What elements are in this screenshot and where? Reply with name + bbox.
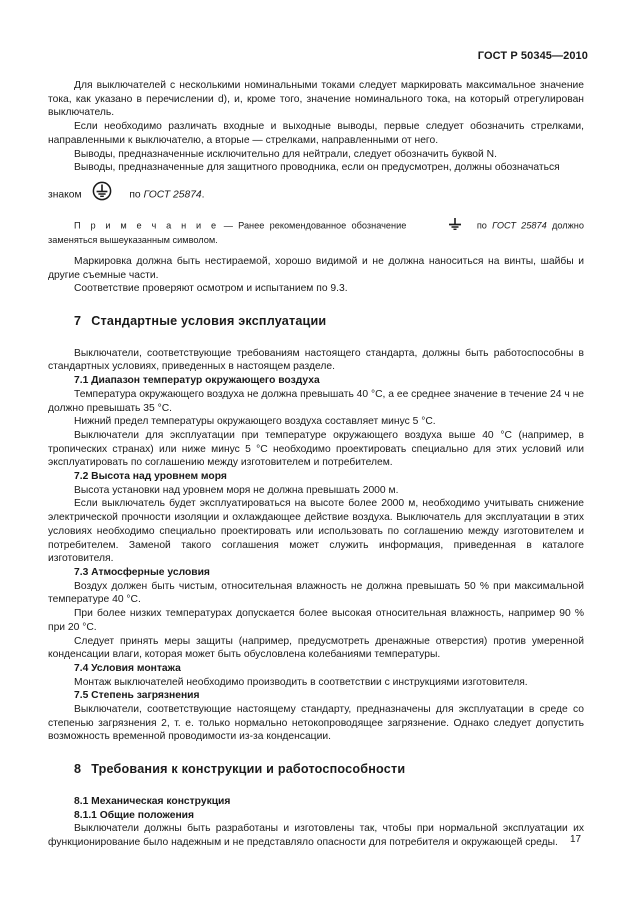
paragraph: Соответствие проверяют осмотром и испытанием по 9.3.: [74, 283, 348, 295]
section-heading: [74, 315, 584, 329]
paragraph-with-symbol: знаком по ГОСТ 25874.: [48, 181, 584, 209]
paragraph: Следует принять меры защиты (например, предусмотреть дренажные отверстия) против умеренной конденсации влаги, которая может быть обусловлена колебаниями температуры.: [48, 635, 584, 661]
subsection-title: 8.1.1 Общие положения: [74, 809, 194, 821]
note-text: — Ранее рекомендованное обозначение: [223, 220, 407, 231]
paragraph: Высота установки над уровнем моря не должна превышать 2000 м.: [74, 484, 399, 496]
section-title: Стандартные условия эксплуатации: [91, 314, 327, 329]
section-number: 7: [74, 314, 82, 329]
note-po: по: [476, 220, 487, 231]
protective-earth-icon: [92, 181, 112, 209]
subsection-title: 7.3 Атмосферные условия: [74, 566, 210, 578]
earth-ground-icon: [422, 218, 462, 234]
paragraph: Воздух должен быть чистым, относительная влажность не должна превышать 50 % при максимальной температуре 40 °С.: [48, 580, 584, 606]
subsection-title: 7.1 Диапазон температур окружающего воздуха: [74, 375, 320, 387]
subsection-title: 7.4 Условия монтажа: [74, 662, 181, 674]
paragraph: Выводы, предназначенные исключительно для нейтрали, следует обозначить буквой N.: [74, 148, 497, 160]
subsection-title: 7.5 Степень загрязнения: [74, 690, 200, 702]
section-heading: [74, 763, 584, 777]
paragraph: Нижний предел температуры окружающего воздуха составляет минус 5 °С.: [74, 416, 436, 428]
document-body: [48, 79, 584, 850]
paragraph: Монтаж выключателей необходимо производить в соответствии с инструкциями изготовителя.: [74, 676, 528, 688]
paragraph: Выключатели для эксплуатации при температуре окружающего воздуха выше 40 °С (например, в тропических странах) или ниже минус 5 °С необходимо проектировать специально для этих условий или эксплуатировать по соглашению между изготовителем и потребителем.: [48, 429, 584, 469]
po-word: по: [129, 189, 141, 201]
note: [48, 218, 584, 247]
paragraph: Маркировка должна быть нестираемой, хорошо видимой и не должна наноситься на винты, шайбы и другие съемные части.: [48, 255, 584, 281]
document-header: ГОСТ Р 50345—2010: [477, 50, 588, 62]
paragraph: Если выключатель будет эксплуатироваться на высоте более 2000 м, необходимо учитывать снижение электрической прочности изоляции и охлаждающее действие воздуха. Выключатель для эксплуатации в этих условиях необходимо специально проектировать или использовать по соглашению между изготовителем и потребителем. Заменой такого соглашения может служить информация, приведенная в каталоге изготовителя.: [48, 498, 584, 565]
paragraph: Выключатели должны быть разработаны и изготовлены так, чтобы при нормальной эксплуатации их функционирование было надежным и не представляло опасности для потребителя и окружающей среды.: [48, 823, 584, 848]
paragraph: Выключатели, соответствующие настоящему стандарту, предназначены для эксплуатации в среде со степенью загрязнения 2, т. е. только нормально нетокопроводящее загрязнение. Однако следует допустить возможность временной проводимости из-за конденсации.: [48, 704, 584, 743]
gost-reference: ГОСТ 25874: [143, 189, 202, 201]
paragraph: Для выключателей с несколькими номинальными токами следует маркировать максимальное значение тока, как указано в перечислении d), и, кроме того, значение номинального тока, на который отрегулирован выключатель.: [48, 80, 584, 119]
paragraph: Выводы, предназначенные для защитного проводника, если он предусмотрен, должны обозначаться: [74, 162, 560, 174]
subsection-title: 7.2 Высота над уровнем моря: [74, 471, 227, 483]
paragraph: При более низких температурах допускается более высокая относительная влажность, например 90 % при 20 °С.: [48, 608, 584, 633]
sign-word: знаком: [48, 189, 82, 201]
note-gost: ГОСТ 25874: [492, 220, 547, 231]
subsection-title: 8.1 Механическая конструкция: [74, 795, 231, 807]
paragraph: Если необходимо различать входные и выходные выводы, первые следует обозначить стрелками, направленными к выключателю, а вторые — стрелками, направленными от него.: [48, 121, 584, 146]
note-label: П р и м е ч а н и е: [74, 220, 219, 231]
paragraph: Выключатели, соответствующие требованиям настоящего стандарта, должны быть работоспособны в стандартных условиях, приведенных в настоящем разделе.: [48, 347, 584, 373]
paragraph: Температура окружающего воздуха не должна превышать 40 °С, а ее среднее значение в течение 24 ч не должно превышать 35 °С.: [48, 388, 584, 414]
section-number: 8: [74, 762, 82, 777]
note-text: должно заменяться вышеуказанным символом.: [48, 220, 584, 245]
page-number: 17: [570, 834, 582, 845]
section-title: Требования к конструкции и работоспособности: [91, 762, 406, 777]
